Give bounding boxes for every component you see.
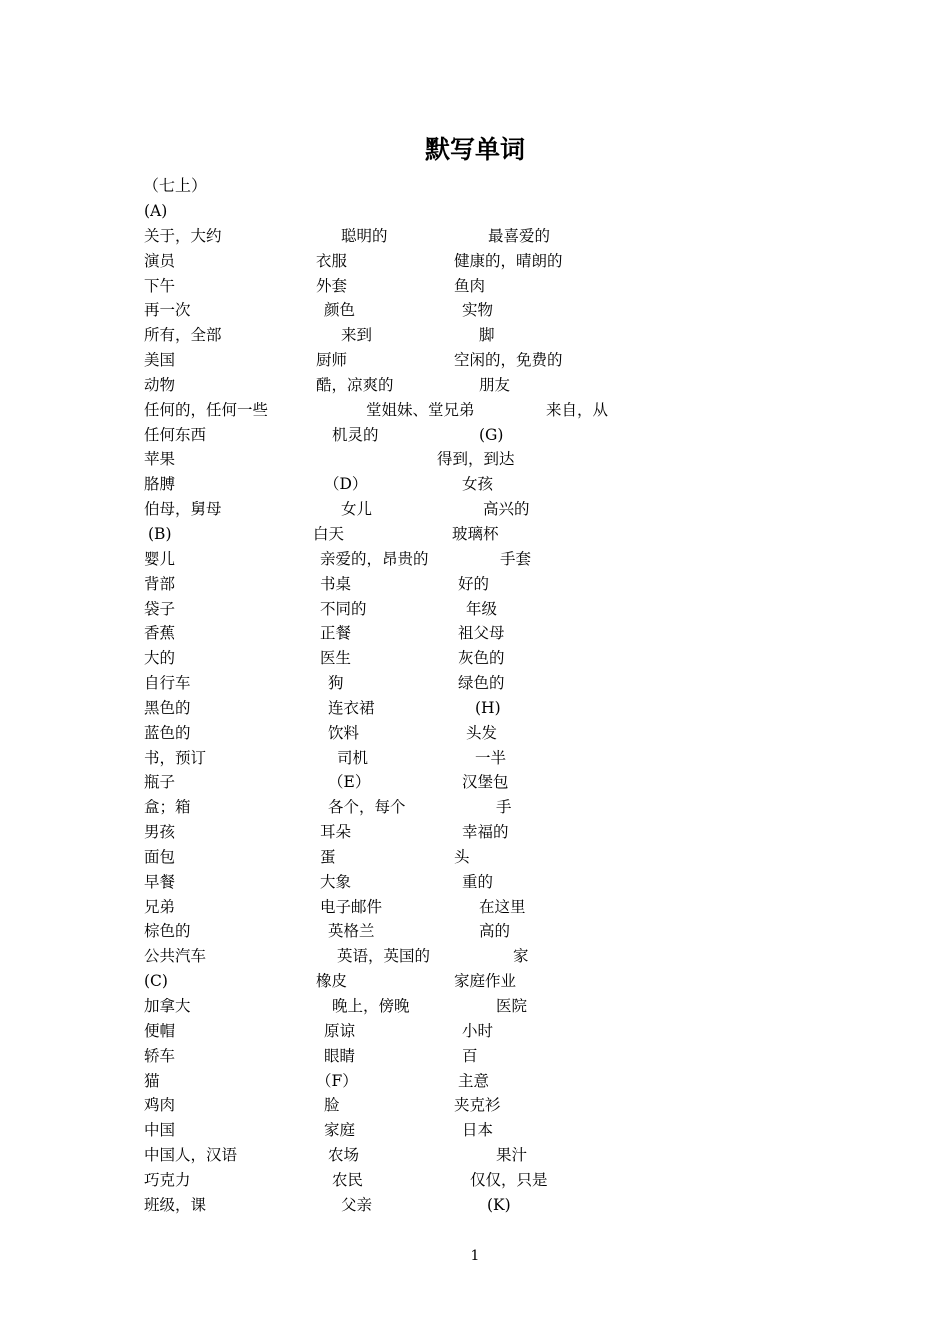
word-cell-col-2: 电子邮件 (320, 897, 383, 916)
list-item (0, 348, 950, 373)
list-item (0, 323, 950, 348)
word-cell-col-2: 酷，凉爽的 (316, 375, 394, 394)
word-cell-col-1: 黑色的 (144, 698, 191, 717)
list-item (0, 1019, 950, 1044)
word-cell-col-2: 来到 (341, 326, 373, 345)
word-cell-col-2: 厨师 (316, 351, 348, 370)
word-cell-col-3: 重的 (462, 872, 494, 891)
word-cell-col-3: 朋友 (479, 375, 511, 394)
list-item (0, 944, 950, 969)
word-cell-col-1: 自行车 (144, 674, 191, 693)
list-item (0, 1093, 950, 1118)
word-cell-col-2: （F） (316, 1071, 358, 1090)
list-item (0, 597, 950, 622)
word-cell-col-3: 头发 (466, 723, 498, 742)
word-cell-col-1: 轿车 (144, 1046, 176, 1065)
word-cell-col-2: 亲爱的，昂贵的 (320, 549, 429, 568)
list-item (0, 746, 950, 771)
list-item (0, 770, 950, 795)
page-number: 1 (470, 1248, 480, 1264)
list-item (0, 1118, 950, 1143)
word-cell-col-1: (B) (148, 524, 172, 543)
list-item (0, 1143, 950, 1168)
list-item (0, 621, 950, 646)
word-cell-col-1: 大的 (144, 649, 176, 668)
word-cell-col-2: 农场 (328, 1146, 360, 1165)
word-cell-col-3: 医院 (496, 997, 528, 1015)
list-item (0, 671, 950, 696)
word-cell-col-3: 主意 (458, 1071, 490, 1090)
list-item (0, 721, 950, 746)
word-cell-col-2: 白天 (313, 524, 345, 543)
word-cell-col-3: 汉堡包 (462, 773, 509, 792)
word-cell-col-2: 司机 (337, 748, 369, 767)
word-cell-col-2: 女儿 (341, 500, 373, 519)
word-cell-col-2: 耳朵 (320, 823, 352, 842)
word-cell-col-2: 狗 (328, 674, 344, 693)
list-item (0, 274, 950, 299)
word-cell-col-1: 再一次 (144, 301, 191, 320)
word-cell-col-2: 大象 (320, 872, 352, 891)
list-item (0, 398, 950, 423)
word-cell-col-3: 高兴的 (483, 500, 530, 519)
list-item (0, 472, 950, 497)
word-cell-col-2: 颜色 (324, 301, 356, 320)
word-cell-col-2: 英格兰 (328, 922, 375, 941)
word-cell-col-1: 下午 (144, 276, 176, 295)
word-cell-col-1: 香蕉 (144, 624, 176, 643)
list-item (0, 919, 950, 944)
word-cell-col-2: 英语，英国的 (337, 947, 431, 966)
list-item (0, 373, 950, 398)
word-cell-col-1: 猫 (144, 1071, 160, 1090)
list-item (0, 969, 950, 994)
list-item (0, 820, 950, 845)
word-cell-col-2: 家庭 (324, 1121, 356, 1140)
list-item (0, 1069, 950, 1094)
word-cell-col-1: 动物 (144, 375, 176, 394)
list-item (0, 1044, 950, 1069)
word-cell-col-3: 家庭作业 (454, 972, 517, 991)
list-item (0, 646, 950, 671)
word-cell-col-1: 公共汽车 (144, 947, 207, 966)
word-cell-col-3: 仅仅，只是 (470, 1170, 548, 1189)
list-item (0, 696, 950, 721)
list-item (0, 994, 950, 1019)
word-cell-col-2: 堂姐妹、堂兄弟 (366, 400, 475, 419)
word-cell-col-3: 头 (454, 847, 470, 866)
word-cell-col-2: 连衣裙 (328, 698, 375, 717)
word-cell-col-3: 幸福的 (462, 823, 509, 842)
word-cell-col-3: (G) (479, 425, 504, 444)
word-cell-col-1: 任何东西 (144, 425, 207, 444)
word-cell-col-1: 兄弟 (144, 897, 176, 916)
list-item (0, 795, 950, 820)
list-item (0, 522, 950, 547)
word-cell-col-1: 瓶子 (144, 773, 176, 792)
word-cell-col-3: 好的 (458, 574, 490, 593)
word-cell-col-1: 伯母，舅母 (144, 500, 222, 519)
word-cell-col-1: 棕色的 (144, 922, 191, 941)
word-cell-col-1: 男孩 (144, 823, 176, 842)
word-cell-col-2: 各个，每个 (328, 798, 406, 817)
word-cell-col-2: 脸 (324, 1096, 340, 1115)
list-item (0, 895, 950, 920)
word-cell-col-1: 巧克力 (144, 1170, 191, 1189)
list-item (0, 298, 950, 323)
word-cell-col-1: 背部 (144, 574, 176, 593)
word-cell-col-2: 医生 (320, 649, 352, 668)
word-cell-col-1: 婴儿 (144, 549, 176, 568)
word-cell-col-3: 年级 (466, 599, 498, 618)
word-cell-col-2: 书桌 (320, 574, 352, 593)
word-cell-col-1: 任何的，任何一些 (144, 400, 269, 419)
word-cell-col-1: 袋子 (144, 599, 176, 618)
word-cell-col-3: 来自，从 (546, 400, 609, 419)
word-cell-col-1: 蓝色的 (144, 723, 191, 742)
word-cell-col-3: (K) (487, 1195, 511, 1214)
list-item (0, 1193, 950, 1218)
word-cell-col-2: 农民 (332, 1170, 364, 1189)
word-cell-col-1: (C) (144, 972, 168, 991)
word-cell-col-1: 苹果 (144, 450, 176, 469)
word-cell-col-3: 得到，到达 (437, 450, 515, 469)
word-cell-col-3: 在这里 (479, 897, 526, 916)
word-cell-col-3: 手 (496, 798, 512, 817)
word-cell-col-3: 女孩 (462, 475, 494, 494)
word-cell-col-3: 脚 (479, 326, 495, 345)
word-cell-col-1: 胳膊 (144, 475, 176, 494)
word-cell-col-1: 鸡肉 (144, 1096, 176, 1115)
vocabulary-list (0, 199, 950, 1218)
word-cell-col-3: 最喜爱的 (488, 226, 551, 245)
word-cell-col-2: 衣服 (316, 251, 348, 270)
list-item (0, 224, 950, 249)
word-cell-col-2: 父亲 (341, 1195, 373, 1214)
word-cell-col-3: 手套 (500, 549, 532, 568)
word-cell-col-1: 面包 (144, 847, 176, 866)
word-cell-col-3: 家 (513, 947, 529, 966)
word-cell-col-3: 一半 (475, 748, 507, 767)
word-cell-col-3: 实物 (462, 301, 494, 320)
word-cell-col-2: 橡皮 (316, 972, 348, 991)
list-item (0, 1168, 950, 1193)
list-item (0, 572, 950, 597)
word-cell-col-2: 晚上，傍晚 (332, 997, 410, 1015)
word-cell-col-1: 班级，课 (144, 1195, 207, 1214)
word-cell-col-2: 正餐 (320, 624, 352, 643)
word-cell-col-1: 所有，全部 (144, 326, 222, 345)
word-cell-col-1: 关于，大约 (144, 226, 222, 245)
word-cell-col-2: 蛋 (320, 847, 336, 866)
word-cell-col-1: 加拿大 (144, 997, 191, 1015)
word-cell-col-3: 祖父母 (458, 624, 505, 643)
word-cell-col-3: 空闲的，免费的 (454, 351, 563, 370)
word-cell-col-2: 外套 (316, 276, 348, 295)
word-cell-col-1: 演员 (144, 251, 176, 270)
word-cell-col-3: 绿色的 (458, 674, 505, 693)
word-cell-col-3: 灰色的 (458, 649, 505, 668)
word-cell-col-1: 书，预订 (144, 748, 207, 767)
word-cell-col-1: 盒；箱 (144, 798, 191, 817)
word-cell-col-2: 机灵的 (332, 425, 379, 444)
list-item (0, 845, 950, 870)
word-cell-col-1: (A) (144, 202, 168, 220)
word-cell-col-3: 夹克衫 (454, 1096, 501, 1115)
word-cell-col-3: 玻璃杯 (452, 524, 499, 543)
list-item (0, 423, 950, 448)
page-title: 默写单词 (424, 135, 525, 164)
word-cell-col-2: 原谅 (324, 1021, 356, 1040)
word-cell-col-3: 鱼肉 (454, 276, 486, 295)
list-item (0, 199, 950, 224)
list-item (0, 497, 950, 522)
list-item (0, 547, 950, 572)
word-cell-col-2: （D） (324, 475, 368, 494)
word-cell-col-2: 聪明的 (341, 226, 388, 245)
word-cell-col-3: 小时 (462, 1021, 494, 1040)
word-cell-col-1: 美国 (144, 351, 176, 370)
word-cell-col-1: 中国人，汉语 (144, 1146, 238, 1165)
word-cell-col-3: 果汁 (496, 1146, 528, 1165)
word-cell-col-2: （E） (328, 773, 371, 792)
word-cell-col-1: 便帽 (144, 1021, 176, 1040)
word-cell-col-3: 百 (462, 1046, 478, 1065)
list-item (0, 870, 950, 895)
word-cell-col-2: 饮料 (328, 723, 360, 742)
word-cell-col-2: 眼睛 (324, 1046, 356, 1065)
list-item (0, 447, 950, 472)
word-cell-col-3: 日本 (462, 1121, 494, 1140)
word-cell-col-3: (H) (475, 698, 501, 717)
grade-label: （七上） (143, 176, 208, 195)
word-cell-col-3: 高的 (479, 922, 511, 941)
word-cell-col-1: 早餐 (144, 872, 176, 891)
word-cell-col-2: 不同的 (320, 599, 367, 618)
list-item (0, 249, 950, 274)
word-cell-col-3: 健康的，晴朗的 (454, 251, 563, 270)
word-cell-col-1: 中国 (144, 1121, 176, 1140)
